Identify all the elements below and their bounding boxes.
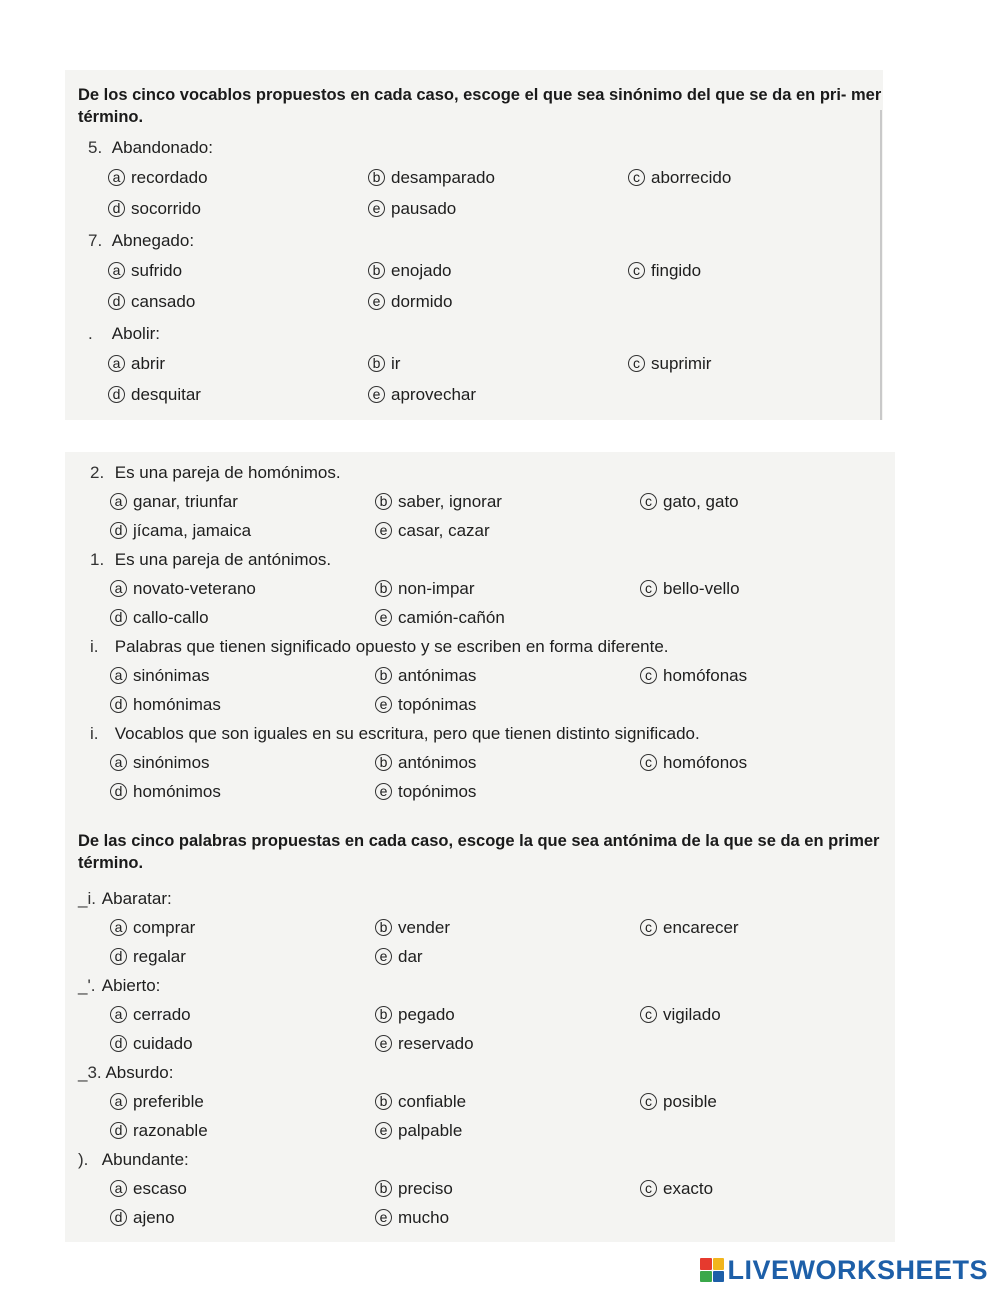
question-text: Abaratar: bbox=[101, 889, 172, 908]
option-d[interactable] bbox=[110, 947, 186, 967]
option-text: topónimas bbox=[398, 695, 477, 714]
option-letter-circle: d bbox=[108, 386, 125, 403]
option-b[interactable] bbox=[368, 168, 495, 188]
question-1-3 bbox=[88, 324, 160, 344]
option-letter-circle: b bbox=[375, 580, 392, 597]
option-c[interactable] bbox=[628, 168, 731, 188]
option-text: sinónimas bbox=[133, 666, 210, 685]
option-text: regalar bbox=[133, 947, 186, 966]
question-text: Abolir: bbox=[111, 324, 160, 343]
question-2-3 bbox=[90, 637, 669, 657]
option-letter-circle: e bbox=[375, 1035, 392, 1052]
option-letter-circle: a bbox=[110, 493, 127, 510]
option-text: ajeno bbox=[133, 1208, 175, 1227]
option-e[interactable] bbox=[375, 695, 476, 715]
option-c[interactable] bbox=[640, 1005, 721, 1025]
option-text: abrir bbox=[131, 354, 166, 373]
option-letter-circle: b bbox=[375, 667, 392, 684]
question-number: ). bbox=[78, 1150, 89, 1169]
option-text: exacto bbox=[663, 1179, 714, 1198]
option-text: novato-veterano bbox=[133, 579, 256, 598]
option-c[interactable] bbox=[640, 1092, 717, 1112]
option-letter-circle: c bbox=[640, 1093, 657, 1110]
question-3-3 bbox=[78, 1063, 173, 1083]
option-text: bello-vello bbox=[663, 579, 740, 598]
option-text: aborrecido bbox=[651, 168, 732, 187]
option-e[interactable] bbox=[375, 608, 505, 628]
option-letter-circle: e bbox=[375, 783, 392, 800]
question-text: Abierto: bbox=[101, 976, 161, 995]
question-number: . bbox=[88, 324, 93, 343]
option-letter-circle: a bbox=[108, 262, 125, 279]
option-letter-circle: a bbox=[108, 169, 125, 186]
option-e[interactable] bbox=[375, 782, 476, 802]
option-letter-circle: a bbox=[110, 919, 127, 936]
logo-square-3 bbox=[700, 1271, 712, 1283]
logo-square-1 bbox=[700, 1258, 712, 1270]
option-text: vender bbox=[398, 918, 450, 937]
option-text: posible bbox=[663, 1092, 717, 1111]
question-2-2 bbox=[90, 550, 331, 570]
option-e[interactable] bbox=[368, 292, 452, 312]
option-letter-circle: d bbox=[110, 522, 127, 539]
option-d[interactable] bbox=[110, 521, 251, 541]
question-number: i. bbox=[90, 637, 99, 656]
option-d[interactable] bbox=[108, 385, 201, 405]
option-text: confiable bbox=[398, 1092, 467, 1111]
option-b[interactable] bbox=[375, 1092, 466, 1112]
option-d[interactable] bbox=[110, 1121, 208, 1141]
option-letter-circle: c bbox=[640, 667, 657, 684]
option-e[interactable] bbox=[368, 385, 476, 405]
option-b[interactable] bbox=[375, 1179, 453, 1199]
option-letter-circle: a bbox=[110, 1180, 127, 1197]
option-d[interactable] bbox=[110, 1034, 193, 1054]
option-letter-circle: b bbox=[375, 493, 392, 510]
option-b[interactable] bbox=[375, 918, 450, 938]
option-letter-circle: d bbox=[108, 293, 125, 310]
option-letter-circle: c bbox=[628, 262, 645, 279]
option-text: escaso bbox=[133, 1179, 187, 1198]
option-text: ganar, triunfar bbox=[133, 492, 238, 511]
option-a[interactable] bbox=[110, 753, 210, 773]
option-d[interactable] bbox=[108, 292, 195, 312]
section-3-instruction: De las cinco palabras propuestas en cada caso, escoge la que sea antónima de la que se da en primer término. bbox=[78, 832, 880, 872]
option-c[interactable] bbox=[640, 579, 740, 599]
option-e[interactable] bbox=[375, 1121, 462, 1141]
question-number: 5. bbox=[88, 138, 103, 157]
option-text: homónimas bbox=[133, 695, 221, 714]
option-text: antónimos bbox=[398, 753, 477, 772]
question-text: Vocablos que son iguales en su escritura, pero que tienen distinto significado. bbox=[114, 724, 700, 743]
option-letter-circle: c bbox=[628, 169, 645, 186]
option-letter-circle: d bbox=[110, 1122, 127, 1139]
option-letter-circle: d bbox=[110, 1035, 127, 1052]
option-letter-circle: c bbox=[640, 580, 657, 597]
option-letter-circle: d bbox=[110, 609, 127, 626]
option-a[interactable] bbox=[110, 1005, 191, 1025]
question-text: Es una pareja de antónimos. bbox=[114, 550, 332, 569]
question-number: 2. bbox=[90, 463, 105, 482]
question-number: i. bbox=[90, 724, 99, 743]
option-d[interactable] bbox=[108, 199, 201, 219]
option-letter-circle: a bbox=[110, 754, 127, 771]
option-text: homófonas bbox=[663, 666, 748, 685]
option-text: palpable bbox=[398, 1121, 463, 1140]
option-text: dormido bbox=[391, 292, 453, 311]
option-letter-circle: e bbox=[375, 948, 392, 965]
option-a[interactable] bbox=[108, 354, 165, 374]
option-letter-circle: e bbox=[375, 696, 392, 713]
option-b[interactable] bbox=[375, 666, 476, 686]
option-text: encarecer bbox=[663, 918, 739, 937]
option-letter-circle: d bbox=[110, 1209, 127, 1226]
option-letter-circle: a bbox=[110, 667, 127, 684]
option-d[interactable] bbox=[110, 782, 221, 802]
option-text: preferible bbox=[133, 1092, 204, 1111]
option-text: pausado bbox=[391, 199, 457, 218]
option-letter-circle: c bbox=[640, 754, 657, 771]
option-text: homónimos bbox=[133, 782, 221, 801]
option-letter-circle: d bbox=[110, 783, 127, 800]
option-text: non-impar bbox=[398, 579, 475, 598]
option-a[interactable] bbox=[110, 1179, 187, 1199]
option-letter-circle: a bbox=[110, 580, 127, 597]
option-a[interactable] bbox=[110, 492, 238, 512]
option-text: suprimir bbox=[651, 354, 712, 373]
question-2-1 bbox=[90, 463, 341, 483]
option-text: comprar bbox=[133, 918, 196, 937]
option-c[interactable] bbox=[628, 261, 701, 281]
option-c[interactable] bbox=[640, 753, 747, 773]
option-text: cuidado bbox=[133, 1034, 193, 1053]
question-number: _i. bbox=[78, 889, 96, 908]
option-letter-circle: d bbox=[110, 696, 127, 713]
question-3-1 bbox=[78, 889, 172, 909]
liveworksheets-logo bbox=[700, 1255, 988, 1285]
question-number: 7. bbox=[88, 231, 103, 250]
question-text: Abandonado: bbox=[111, 138, 213, 157]
liveworksheets-logo-icon bbox=[700, 1258, 724, 1282]
option-c[interactable] bbox=[640, 492, 739, 512]
option-letter-circle: e bbox=[368, 386, 385, 403]
option-text: callo-callo bbox=[133, 608, 209, 627]
option-text: vigilado bbox=[663, 1005, 721, 1024]
option-e[interactable] bbox=[368, 199, 456, 219]
question-3-4 bbox=[78, 1150, 189, 1170]
option-letter-circle: e bbox=[375, 1209, 392, 1226]
option-b[interactable] bbox=[375, 579, 475, 599]
option-text: reservado bbox=[398, 1034, 474, 1053]
option-a[interactable] bbox=[108, 168, 208, 188]
option-text: aprovechar bbox=[391, 385, 477, 404]
option-b[interactable] bbox=[375, 492, 502, 512]
option-letter-circle: c bbox=[640, 1180, 657, 1197]
option-b[interactable] bbox=[368, 354, 400, 374]
question-number: 1. bbox=[90, 550, 105, 569]
question-1-2 bbox=[88, 231, 194, 251]
option-c[interactable] bbox=[628, 354, 711, 374]
question-number: _'. bbox=[78, 976, 96, 995]
option-letter-circle: e bbox=[375, 522, 392, 539]
option-c[interactable] bbox=[640, 1179, 713, 1199]
option-text: dar bbox=[398, 947, 423, 966]
option-letter-circle: d bbox=[110, 948, 127, 965]
option-text: sinónimos bbox=[133, 753, 210, 772]
option-letter-circle: c bbox=[640, 493, 657, 510]
option-e[interactable] bbox=[375, 1034, 474, 1054]
option-d[interactable] bbox=[110, 608, 209, 628]
option-letter-circle: d bbox=[108, 200, 125, 217]
option-text: desamparado bbox=[391, 168, 495, 187]
scan-edge-line bbox=[880, 110, 882, 420]
option-a[interactable] bbox=[110, 666, 210, 686]
option-letter-circle: e bbox=[375, 609, 392, 626]
option-d[interactable] bbox=[110, 695, 221, 715]
logo-square-4 bbox=[713, 1271, 725, 1283]
logo-text: LIVEWORKSHEETS bbox=[727, 1254, 988, 1285]
option-letter-circle: e bbox=[368, 293, 385, 310]
option-text: preciso bbox=[398, 1179, 453, 1198]
option-letter-circle: b bbox=[368, 169, 385, 186]
section-1-instruction: De los cinco vocablos propuestos en cada caso, escoge el que sea sinónimo del que se da en pri- mer término. bbox=[78, 86, 882, 126]
option-letter-circle: a bbox=[110, 1006, 127, 1023]
option-letter-circle: b bbox=[375, 1093, 392, 1110]
option-text: jícama, jamaica bbox=[133, 521, 252, 540]
option-a[interactable] bbox=[110, 1092, 204, 1112]
question-text: Abnegado: bbox=[111, 231, 195, 250]
option-b[interactable] bbox=[375, 753, 476, 773]
option-text: casar, cazar bbox=[398, 521, 490, 540]
option-letter-circle: c bbox=[640, 919, 657, 936]
option-c[interactable] bbox=[640, 918, 739, 938]
option-text: mucho bbox=[398, 1208, 450, 1227]
option-d[interactable] bbox=[110, 1208, 175, 1228]
option-text: camión-cañón bbox=[398, 608, 505, 627]
option-e[interactable] bbox=[375, 1208, 449, 1228]
option-letter-circle: a bbox=[108, 355, 125, 372]
option-text: ir bbox=[391, 354, 401, 373]
option-text: recordado bbox=[131, 168, 208, 187]
option-b[interactable] bbox=[368, 261, 452, 281]
option-text: desquitar bbox=[131, 385, 201, 404]
option-text: sufrido bbox=[131, 261, 183, 280]
option-text: fingido bbox=[651, 261, 702, 280]
option-text: homófonos bbox=[663, 753, 748, 772]
option-text: gato, gato bbox=[663, 492, 739, 511]
option-a[interactable] bbox=[110, 579, 256, 599]
question-number: _3. bbox=[78, 1063, 102, 1082]
option-a[interactable] bbox=[108, 261, 182, 281]
option-text: cansado bbox=[131, 292, 196, 311]
option-text: enojado bbox=[391, 261, 452, 280]
question-2-4 bbox=[90, 724, 700, 744]
option-letter-circle: c bbox=[628, 355, 645, 372]
question-text: Abundante: bbox=[101, 1150, 189, 1169]
question-3-2 bbox=[78, 976, 160, 996]
option-letter-circle: b bbox=[368, 355, 385, 372]
logo-square-2 bbox=[713, 1258, 725, 1270]
option-text: razonable bbox=[133, 1121, 208, 1140]
option-b[interactable] bbox=[375, 1005, 455, 1025]
option-letter-circle: c bbox=[640, 1006, 657, 1023]
option-text: cerrado bbox=[133, 1005, 191, 1024]
option-letter-circle: a bbox=[110, 1093, 127, 1110]
option-text: pegado bbox=[398, 1005, 455, 1024]
option-text: socorrido bbox=[131, 199, 201, 218]
option-a[interactable] bbox=[110, 918, 195, 938]
option-letter-circle: b bbox=[375, 1180, 392, 1197]
option-letter-circle: b bbox=[375, 754, 392, 771]
option-e[interactable] bbox=[375, 521, 490, 541]
option-c[interactable] bbox=[640, 666, 747, 686]
option-letter-circle: b bbox=[375, 919, 392, 936]
option-letter-circle: e bbox=[368, 200, 385, 217]
question-text: Absurdo: bbox=[105, 1063, 174, 1082]
option-letter-circle: b bbox=[375, 1006, 392, 1023]
option-text: saber, ignorar bbox=[398, 492, 502, 511]
question-text: Palabras que tienen significado opuesto y se escriben en forma diferente. bbox=[114, 637, 669, 656]
question-1-1 bbox=[88, 138, 213, 158]
option-text: antónimas bbox=[398, 666, 477, 685]
option-letter-circle: b bbox=[368, 262, 385, 279]
question-text: Es una pareja de homónimos. bbox=[114, 463, 341, 482]
option-text: topónimos bbox=[398, 782, 477, 801]
option-letter-circle: e bbox=[375, 1122, 392, 1139]
option-e[interactable] bbox=[375, 947, 423, 967]
